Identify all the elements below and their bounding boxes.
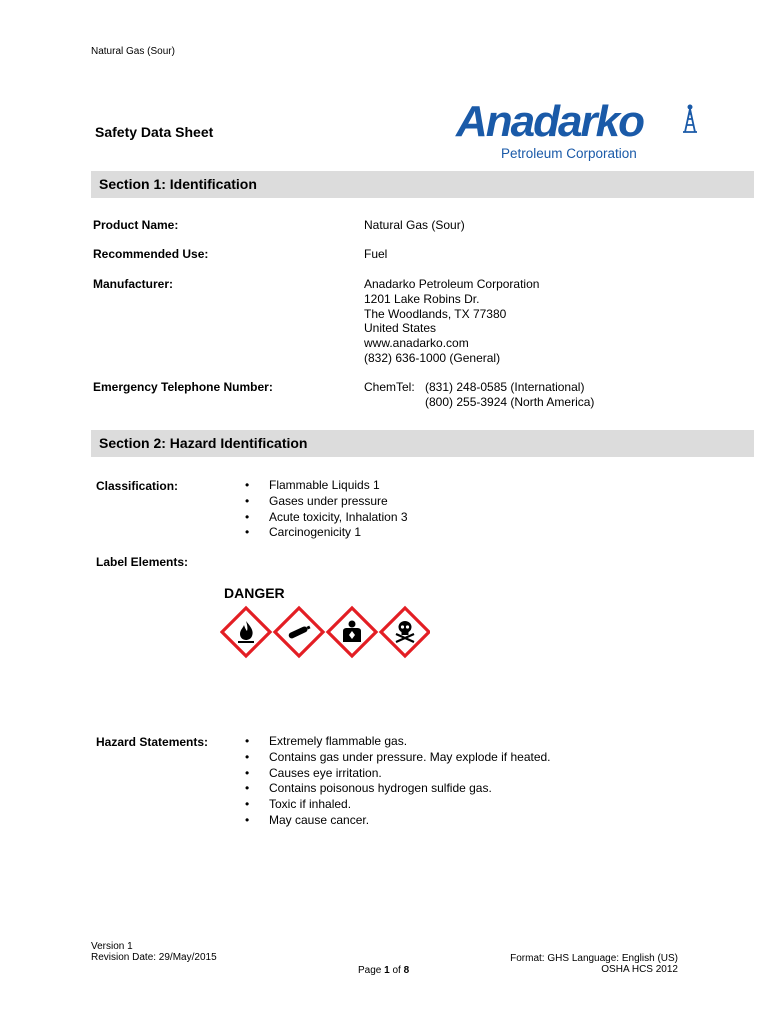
ghs-pictograms — [220, 605, 430, 659]
hazard-statements-list — [245, 734, 551, 829]
manufacturer-website[interactable]: www.anadarko.com — [364, 336, 469, 351]
skull-crossbones-icon — [381, 608, 429, 656]
manufacturer-line: United States — [364, 321, 437, 336]
flame-icon — [222, 608, 270, 656]
list-item: • Carcinogenicity 1 — [245, 525, 408, 541]
recommended-use-label: Recommended Use: — [93, 247, 209, 261]
recommended-use-value: Fuel — [364, 247, 388, 261]
list-item: • Extremely flammable gas. — [245, 734, 551, 750]
list-item: • Flammable Liquids 1 — [245, 478, 408, 494]
page-total: 8 — [403, 965, 410, 976]
list-item: • Toxic if inhaled. — [245, 797, 551, 813]
manufacturer-line: The Woodlands, TX 77380 — [364, 306, 507, 321]
list-item: • May cause cancer. — [245, 813, 551, 829]
revision-date: Revision Date: 29/May/2015 — [91, 952, 217, 963]
list-item: • Contains poisonous hydrogen sulfide gas. — [245, 781, 551, 797]
section-1-header — [91, 171, 754, 198]
document-title: Safety Data Sheet — [95, 124, 214, 140]
product-name-label: Product Name: — [93, 218, 179, 232]
running-header: Natural Gas (Sour) — [91, 46, 175, 57]
manufacturer-line: 1201 Lake Robins Dr. — [364, 291, 480, 306]
section-2-title: Section 2: Hazard Identification — [99, 435, 308, 451]
company-logo — [452, 98, 702, 168]
list-item: • Acute toxicity, Inhalation 3 — [245, 510, 408, 526]
page-of: of — [392, 965, 401, 976]
page-number — [358, 965, 409, 976]
emergency-prefix: ChemTel: — [364, 380, 415, 394]
label-elements-label: Label Elements: — [96, 555, 189, 569]
emergency-numbers — [425, 380, 594, 410]
manufacturer-line: (832) 636-1000 (General) — [364, 350, 501, 365]
signal-word: DANGER — [224, 585, 285, 601]
derrick-icon — [682, 104, 698, 134]
manufacturer-line: Anadarko Petroleum Corporation — [364, 277, 540, 291]
standard-text: OSHA HCS 2012 — [601, 964, 678, 975]
section-1-title: Section 1: Identification — [99, 176, 257, 192]
emergency-line: (831) 248-0585 (International) — [425, 380, 585, 394]
emergency-line: (800) 255-3924 (North America) — [425, 394, 595, 409]
format-text: Format: GHS Language: English (US) — [510, 953, 678, 964]
manufacturer-label: Manufacturer: — [93, 277, 174, 291]
version-text: Version 1 — [91, 941, 133, 952]
health-hazard-icon — [328, 608, 376, 656]
page-current: 1 — [384, 965, 390, 976]
product-name-value: Natural Gas (Sour) — [364, 218, 465, 232]
classification-label: Classification: — [96, 479, 179, 493]
classification-list — [245, 478, 408, 541]
emergency-phone-label: Emergency Telephone Number: — [93, 380, 273, 394]
logo-wordmark: Anadarko — [456, 97, 643, 146]
footer-right — [510, 953, 678, 975]
list-item: • Causes eye irritation. — [245, 766, 551, 782]
gas-cylinder-icon — [275, 608, 323, 656]
section-2-header — [91, 430, 754, 457]
hazard-statements-label: Hazard Statements: — [96, 735, 209, 749]
footer-left — [91, 941, 217, 963]
list-item: • Gases under pressure — [245, 494, 408, 510]
logo-subline: Petroleum Corporation — [501, 146, 637, 161]
manufacturer-address — [364, 277, 539, 366]
page-prefix: Page — [358, 965, 382, 976]
list-item: • Contains gas under pressure. May explode if heated. — [245, 750, 551, 766]
